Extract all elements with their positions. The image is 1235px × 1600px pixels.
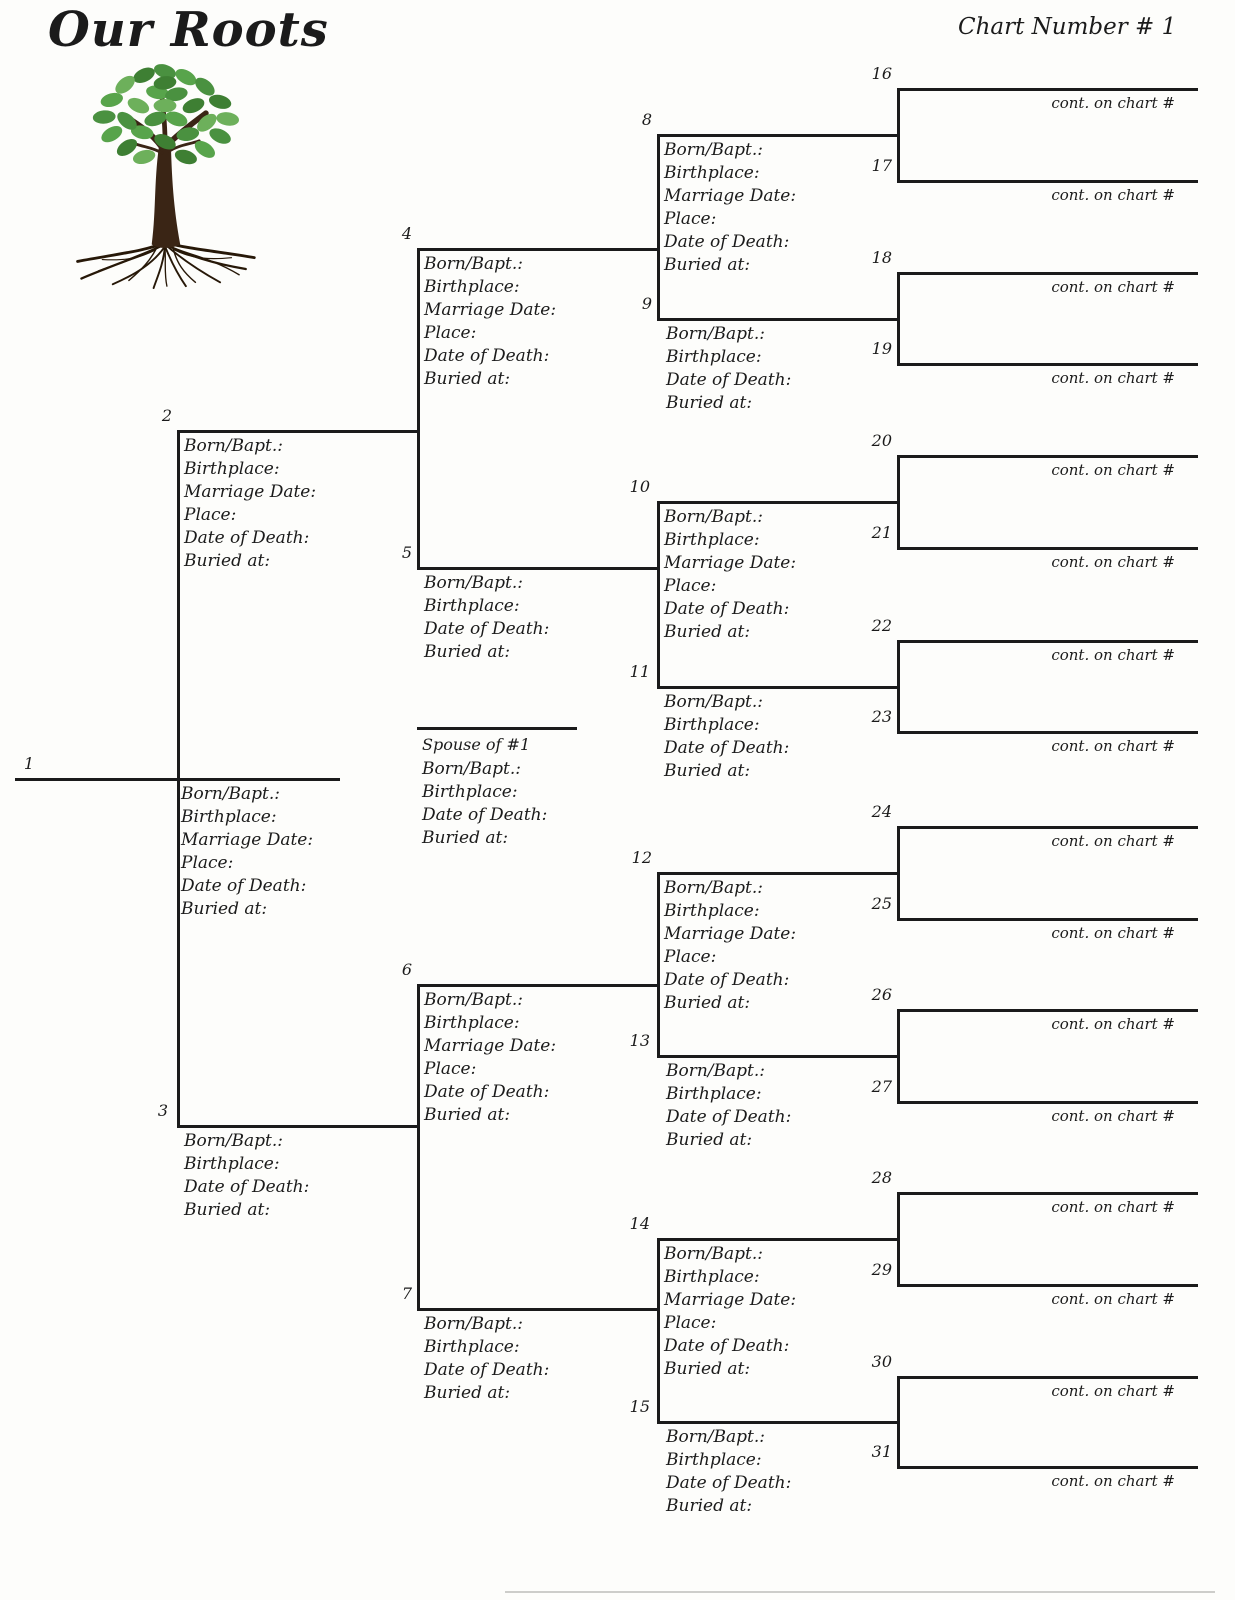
field-label: Date of Death: bbox=[664, 232, 790, 252]
person-line-18 bbox=[897, 272, 1198, 275]
cont-on-chart-label: cont. on chart # bbox=[1051, 832, 1175, 850]
person-line-7 bbox=[417, 1308, 660, 1311]
person-fields-12 bbox=[664, 877, 796, 1015]
field-label: Birthplace: bbox=[424, 596, 520, 616]
cont-on-chart-label: cont. on chart # bbox=[1051, 1107, 1175, 1125]
field-label: Birthplace: bbox=[664, 715, 760, 735]
person-number-4: 4 bbox=[401, 224, 412, 243]
field-label: Date of Death: bbox=[181, 876, 307, 896]
person-line-4 bbox=[417, 248, 660, 251]
person-number-14: 14 bbox=[629, 1214, 650, 1233]
bracket-connector bbox=[897, 826, 900, 921]
spouse-header-label: Spouse of #1 bbox=[422, 735, 531, 754]
person-line-12 bbox=[657, 872, 900, 875]
person-number-30: 30 bbox=[871, 1352, 892, 1371]
person-line-15 bbox=[657, 1421, 900, 1424]
cont-on-chart-label: cont. on chart # bbox=[1051, 924, 1175, 942]
field-label: Birthplace: bbox=[184, 1154, 280, 1174]
person-fields-5 bbox=[424, 572, 549, 664]
person-line-21 bbox=[897, 547, 1198, 550]
bracket-connector bbox=[897, 455, 900, 550]
person-number-1: 1 bbox=[23, 754, 34, 773]
person-fields-1 bbox=[181, 783, 313, 921]
person-number-28: 28 bbox=[871, 1168, 892, 1187]
person-number-24: 24 bbox=[871, 802, 892, 821]
cont-on-chart-label: cont. on chart # bbox=[1051, 646, 1175, 664]
field-label: Born/Bapt.: bbox=[424, 254, 524, 274]
person-number-26: 26 bbox=[871, 985, 892, 1004]
person-number-8: 8 bbox=[641, 110, 652, 129]
field-label: Birthplace: bbox=[666, 347, 762, 367]
person-line-28 bbox=[897, 1192, 1198, 1195]
field-label: Buried at: bbox=[184, 1200, 271, 1220]
person-fields-10 bbox=[664, 506, 796, 644]
bracket-connector bbox=[897, 1376, 900, 1469]
person-line-22 bbox=[897, 640, 1198, 643]
field-label: Place: bbox=[184, 505, 237, 525]
person-line-11 bbox=[657, 686, 900, 689]
field-label: Place: bbox=[664, 947, 717, 967]
person-number-10: 10 bbox=[629, 477, 650, 496]
field-label: Marriage Date: bbox=[664, 186, 797, 206]
field-label: Birthplace: bbox=[422, 782, 518, 802]
field-label: Born/Bapt.: bbox=[666, 324, 766, 344]
field-label: Date of Death: bbox=[664, 599, 790, 619]
cont-on-chart-label: cont. on chart # bbox=[1051, 1015, 1175, 1033]
tree-with-roots-icon bbox=[70, 56, 260, 294]
person-line-8 bbox=[657, 134, 900, 137]
field-label: Buried at: bbox=[664, 761, 751, 781]
bracket-connector bbox=[657, 134, 660, 321]
person-number-6: 6 bbox=[401, 960, 412, 979]
field-label: Date of Death: bbox=[422, 805, 548, 825]
tree-roots bbox=[78, 242, 255, 288]
field-label: Born/Bapt.: bbox=[184, 1131, 284, 1151]
person-number-29: 29 bbox=[871, 1260, 892, 1279]
field-label: Born/Bapt.: bbox=[424, 1314, 524, 1334]
person-line-13 bbox=[657, 1055, 900, 1058]
field-label: Born/Bapt.: bbox=[664, 878, 764, 898]
field-label: Marriage Date: bbox=[424, 1036, 557, 1056]
field-label: Born/Bapt.: bbox=[664, 692, 764, 712]
person-fields-6 bbox=[424, 989, 556, 1127]
field-label: Date of Death: bbox=[184, 528, 310, 548]
field-label: Place: bbox=[664, 1313, 717, 1333]
field-label: Date of Death: bbox=[424, 1360, 550, 1380]
cont-on-chart-label: cont. on chart # bbox=[1051, 1290, 1175, 1308]
field-label: Place: bbox=[424, 323, 477, 343]
bracket-connector bbox=[417, 248, 420, 570]
field-label: Birthplace: bbox=[664, 1267, 760, 1287]
field-label: Date of Death: bbox=[424, 1082, 550, 1102]
field-label: Date of Death: bbox=[666, 370, 792, 390]
person-number-21: 21 bbox=[871, 523, 892, 542]
spouse-divider-line bbox=[417, 727, 577, 730]
person-line-5 bbox=[417, 567, 660, 570]
person-number-17: 17 bbox=[871, 156, 892, 175]
field-label: Date of Death: bbox=[664, 738, 790, 758]
field-label: Birthplace: bbox=[666, 1084, 762, 1104]
cont-on-chart-label: cont. on chart # bbox=[1051, 186, 1175, 204]
field-label: Marriage Date: bbox=[424, 300, 557, 320]
field-label: Born/Bapt.: bbox=[181, 784, 281, 804]
person-line-25 bbox=[897, 918, 1198, 921]
field-label: Buried at: bbox=[666, 393, 753, 413]
person-line-16 bbox=[897, 88, 1198, 91]
person-number-18: 18 bbox=[871, 248, 892, 267]
field-label: Born/Bapt.: bbox=[664, 1244, 764, 1264]
field-label: Born/Bapt.: bbox=[664, 507, 764, 527]
spouse-fields bbox=[422, 758, 547, 850]
person-line-3 bbox=[177, 1125, 420, 1128]
field-label: Date of Death: bbox=[424, 619, 550, 639]
field-label: Birthplace: bbox=[424, 277, 520, 297]
field-label: Buried at: bbox=[424, 369, 511, 389]
person-line-27 bbox=[897, 1101, 1198, 1104]
field-label: Date of Death: bbox=[664, 1336, 790, 1356]
field-label: Birthplace: bbox=[424, 1337, 520, 1357]
field-label: Marriage Date: bbox=[664, 1290, 797, 1310]
person-line-19 bbox=[897, 363, 1198, 366]
field-label: Born/Bapt.: bbox=[666, 1061, 766, 1081]
person-line-20 bbox=[897, 455, 1198, 458]
person-line-30 bbox=[897, 1376, 1198, 1379]
field-label: Date of Death: bbox=[184, 1177, 310, 1197]
field-label: Birthplace: bbox=[664, 530, 760, 550]
page-title: Our Roots bbox=[48, 2, 329, 58]
field-label: Date of Death: bbox=[664, 970, 790, 990]
field-label: Buried at: bbox=[181, 899, 268, 919]
field-label: Buried at: bbox=[666, 1130, 753, 1150]
person-number-19: 19 bbox=[871, 339, 892, 358]
person-number-22: 22 bbox=[871, 616, 892, 635]
person-line-23 bbox=[897, 731, 1198, 734]
person-number-15: 15 bbox=[629, 1397, 650, 1416]
person-number-3: 3 bbox=[157, 1101, 168, 1120]
field-label: Birthplace: bbox=[666, 1450, 762, 1470]
field-label: Buried at: bbox=[424, 1105, 511, 1125]
bracket-connector bbox=[657, 872, 660, 1058]
person-fields-14 bbox=[664, 1243, 796, 1381]
cont-on-chart-label: cont. on chart # bbox=[1051, 553, 1175, 571]
cont-on-chart-label: cont. on chart # bbox=[1051, 1472, 1175, 1490]
person-line-24 bbox=[897, 826, 1198, 829]
person-fields-8 bbox=[664, 139, 796, 277]
person-line-6 bbox=[417, 984, 660, 987]
field-label: Birthplace: bbox=[664, 901, 760, 921]
field-label: Marriage Date: bbox=[181, 830, 314, 850]
person-number-23: 23 bbox=[871, 707, 892, 726]
bracket-connector bbox=[657, 1238, 660, 1424]
person-fields-2 bbox=[184, 435, 316, 573]
cont-on-chart-label: cont. on chart # bbox=[1051, 1198, 1175, 1216]
bracket-connector bbox=[657, 501, 660, 689]
person-fields-9 bbox=[666, 323, 791, 415]
person-line-2 bbox=[177, 430, 420, 433]
field-label: Buried at: bbox=[664, 255, 751, 275]
field-label: Marriage Date: bbox=[184, 482, 317, 502]
person-number-13: 13 bbox=[629, 1031, 650, 1050]
person-line-9 bbox=[657, 318, 900, 321]
person-number-12: 12 bbox=[631, 848, 652, 867]
bracket-connector bbox=[897, 640, 900, 734]
bracket-connector bbox=[897, 272, 900, 366]
field-label: Place: bbox=[424, 1059, 477, 1079]
person-line-17 bbox=[897, 180, 1198, 183]
field-label: Buried at: bbox=[664, 1359, 751, 1379]
field-label: Born/Bapt.: bbox=[424, 990, 524, 1010]
person-line-31 bbox=[897, 1466, 1198, 1469]
field-label: Born/Bapt.: bbox=[424, 573, 524, 593]
field-label: Buried at: bbox=[422, 828, 509, 848]
person-fields-11 bbox=[664, 691, 789, 783]
field-label: Buried at: bbox=[666, 1496, 753, 1516]
field-label: Date of Death: bbox=[666, 1107, 792, 1127]
field-label: Born/Bapt.: bbox=[422, 759, 522, 779]
field-label: Born/Bapt.: bbox=[664, 140, 764, 160]
field-label: Birthplace: bbox=[181, 807, 277, 827]
cont-on-chart-label: cont. on chart # bbox=[1051, 737, 1175, 755]
cont-on-chart-label: cont. on chart # bbox=[1051, 1382, 1175, 1400]
cont-on-chart-label: cont. on chart # bbox=[1051, 461, 1175, 479]
field-label: Buried at: bbox=[664, 622, 751, 642]
scan-artifact-line bbox=[505, 1591, 1215, 1593]
field-label: Place: bbox=[181, 853, 234, 873]
chart-number-label: Chart Number # 1 bbox=[958, 14, 1177, 40]
field-label: Marriage Date: bbox=[664, 924, 797, 944]
field-label: Place: bbox=[664, 209, 717, 229]
bracket-connector bbox=[897, 1192, 900, 1287]
field-label: Birthplace: bbox=[184, 459, 280, 479]
field-label: Born/Bapt.: bbox=[184, 436, 284, 456]
person-number-11: 11 bbox=[629, 662, 650, 681]
bracket-connector bbox=[417, 984, 420, 1311]
person-number-16: 16 bbox=[871, 64, 892, 83]
person-number-9: 9 bbox=[641, 294, 652, 313]
bracket-connector bbox=[897, 88, 900, 183]
person-number-5: 5 bbox=[401, 543, 412, 562]
field-label: Buried at: bbox=[184, 551, 271, 571]
person-number-31: 31 bbox=[871, 1442, 892, 1461]
person-number-25: 25 bbox=[871, 894, 892, 913]
person-line-10 bbox=[657, 501, 900, 504]
person-number-2: 2 bbox=[161, 406, 172, 425]
person-fields-4 bbox=[424, 253, 556, 391]
person-number-20: 20 bbox=[871, 431, 892, 450]
person-fields-13 bbox=[666, 1060, 791, 1152]
bracket-connector bbox=[177, 430, 180, 1128]
cont-on-chart-label: cont. on chart # bbox=[1051, 278, 1175, 296]
person-fields-3 bbox=[184, 1130, 309, 1222]
field-label: Place: bbox=[664, 576, 717, 596]
person-number-7: 7 bbox=[401, 1284, 412, 1303]
bracket-connector bbox=[897, 1009, 900, 1104]
person-line-26 bbox=[897, 1009, 1198, 1012]
person-fields-7 bbox=[424, 1313, 549, 1405]
cont-on-chart-label: cont. on chart # bbox=[1051, 94, 1175, 112]
person-line-29 bbox=[897, 1284, 1198, 1287]
field-label: Birthplace: bbox=[424, 1013, 520, 1033]
field-label: Buried at: bbox=[424, 642, 511, 662]
field-label: Birthplace: bbox=[664, 163, 760, 183]
cont-on-chart-label: cont. on chart # bbox=[1051, 369, 1175, 387]
field-label: Buried at: bbox=[424, 1383, 511, 1403]
field-label: Buried at: bbox=[664, 993, 751, 1013]
field-label: Marriage Date: bbox=[664, 553, 797, 573]
person-fields-15 bbox=[666, 1426, 791, 1518]
field-label: Date of Death: bbox=[424, 346, 550, 366]
field-label: Date of Death: bbox=[666, 1473, 792, 1493]
field-label: Born/Bapt.: bbox=[666, 1427, 766, 1447]
person-line-14 bbox=[657, 1238, 900, 1241]
person-number-27: 27 bbox=[871, 1077, 892, 1096]
